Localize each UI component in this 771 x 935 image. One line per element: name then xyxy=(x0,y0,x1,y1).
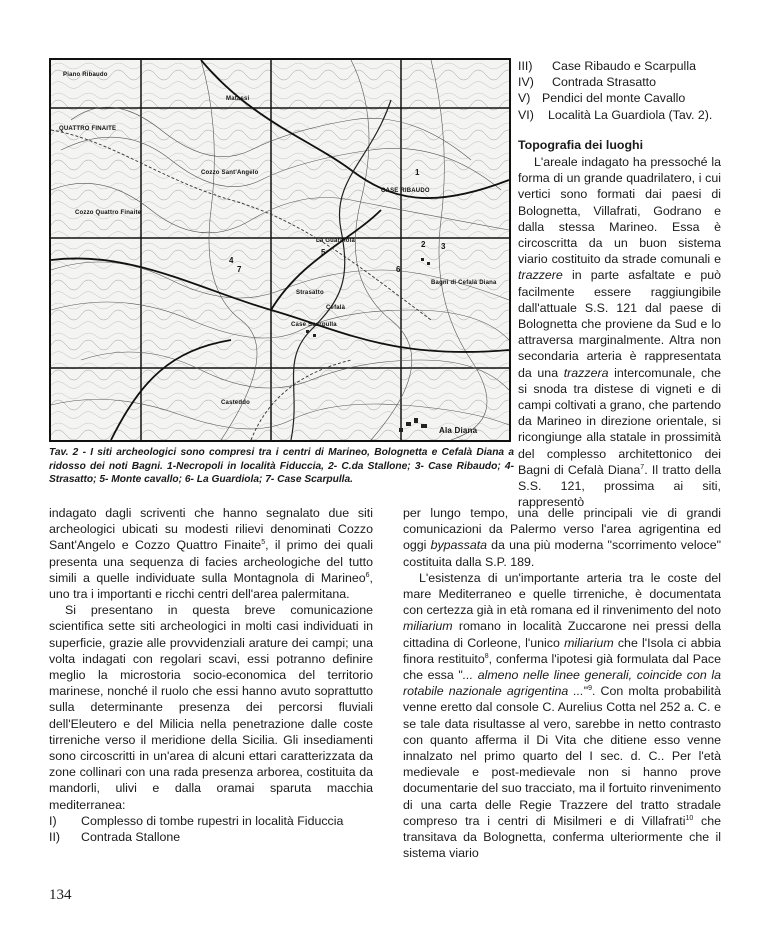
list-item: V) Pendici del monte Cavallo xyxy=(518,91,686,106)
map-label: Casteddo xyxy=(221,400,250,406)
map-label: QUATTRO FINAITE xyxy=(59,126,117,132)
site-marker: 2 xyxy=(421,240,426,249)
paragraph: indagato dagli scriventi che hanno segnalato due siti archeologici ubicati su modesti rilievi denominati Cozzo Sant'Angelo e Cozzo Quattro Finaite$^5$, il primo dei quali presenta una sequenza di facies archeologiche del tutto simili a quelle individuate sulla Montagnola di Marineo$^6$, uno tra i importanti e ricchi centri dell'area palermitana. xyxy=(49,506,373,602)
site-marker: 7 xyxy=(237,265,242,274)
site-marker: 6 xyxy=(396,265,401,274)
map-label: Cozzo Sant'Angelo xyxy=(201,170,259,176)
page-number: 134 xyxy=(49,887,72,903)
paragraph: per lungo tempo, una delle principali vie di grandi comunicazioni da Palermo verso l'area agrigentina ed oggi bypassata da una più moderna "scorrimento veloce" costituita dalla S.P. 189. xyxy=(403,506,722,569)
map-label: Piano Ribaudo xyxy=(63,72,108,78)
list-item: I) Complesso di tombe rupestri in località Fiduccia xyxy=(49,813,344,828)
map-label: Bagni di Cefalà Diana xyxy=(431,280,497,286)
map-label: La Guardiola xyxy=(316,238,356,244)
right-column-text xyxy=(518,154,721,510)
site-marker: 4 xyxy=(229,256,234,265)
map-label: Case Scarpulla xyxy=(291,322,337,328)
list-item: II) Contrada Stallone xyxy=(49,830,181,845)
list-item: VI) Località La Guardiola (Tav. 2). xyxy=(518,107,713,122)
list-item: IV) Contrada Strasatto xyxy=(518,75,657,90)
topographic-map xyxy=(49,58,511,442)
paragraph: L'esistenza di un'importante arteria tra le coste del mare Mediterraneo e quelle tirreniche, è documentata con certezza già in età romana ed il rinvenimento del noto miliarium romano in località Zuccarone nei pressi della cittadina di Corleone, l'unico miliarium che l'Isola ci abbia finora restituito$^8$, conferma l'ipotesi già formulata dal Pace che essa "... almeno nelle linee generali, coincide con la rotabile nazionale agrigentina ..."$^9$. Con molta probabilità venne eretto dal console C. Aurelius Cotta nel 252 a. C. e se tale data risultasse al vero, sarebbe in netto contrasto con quanto afferma il Di Vita che ditiene esso venne innalzato nel primo quarto del I sec. d. C.. Per l'età medievale e post-medievale non si hanno prove documentarie del suo tracciato, ma il fortuito rinvenimento di una carta delle Regie Trazzere del tratto stradale compreso tra i centri di Misilmeri e di Villafrati$^{10}$ che transitava da Bolognetta, conferma ulteriormente che il sistema viario xyxy=(403,570,721,861)
paragraph: Si presentano in questa breve comunicazione scientifica sette siti archeologici in molti casi individuati in superficie, grazie alle provvidenziali arature dei campi; una volta indagati con regolari scavi, essi potranno definire meglio la microstoria socio-economica del territorio marinese, nonché il ruolo che essi hanno avuto soprattutto sulla determinante presenza dei percorsi fluviali dell'Eleutero e del Milicia nella penetrazione dalle coste tirreniche verso il meridione della Sicilia. Gli insediamenti sono circoscritti in un'area di alcuni ettari caratterizzata da zone collinari con una rada presenza arborea, costituita da mandorli, ulivi e dalla oramai sparuta macchia mediterranea: xyxy=(49,603,373,812)
site-marker: 5 xyxy=(321,248,326,257)
map-label: Matassi xyxy=(226,96,250,102)
list-item: III) Case Ribaudo e Scarpulla xyxy=(518,59,696,73)
site-list-continued xyxy=(518,58,712,123)
left-column-text xyxy=(49,505,373,845)
site-marker: 3 xyxy=(441,242,446,251)
paragraph: L'areale indagato ha pressoché la forma di un grande quadrilatero, i cui vertici sono formati dai paesi di Bolognetta, Villafrati, Godrano e dalla stessa Marineo. Essa è circoscritta da un buon sistema viario costituito da strade comunali e trazzere in parte asfaltate e può facilmente essere raggiungibile dall'attuale S.S. 121 dal paese di Bolognetta che proviene da Sud e lo attraversa marginalmente. Altra non secondaria arteria è rappresentata da una trazzera intercomunale, che si snoda tra distese di vigneti e di campi coltivati a grano, che partendo da Marineo in direzione orientale, si ricongiunge alla statale in prossimità del complesso architettonico dei Bagni di Cefalà Diana$^7$. Il tratto della S.S. 121, prossima ai siti, rappresentò xyxy=(518,155,721,510)
map-caption: Tav. 2 - I siti archeologici sono compresi tra i centri di Marineo, Bolognetta e Cefalà Diana a ridosso dei noti Bagni. 1-Necropoli in località Fiduccia, 2- C.da Stallone; 3- Case Ribaudo; 4- Strasatto; 5- Monte cavallo; 6- La Guardiola; 7- Case Scarpulla. xyxy=(49,447,514,485)
map-label: Ala Diana xyxy=(439,426,478,435)
map-label: Cefalà xyxy=(326,305,346,311)
bottom-right-text xyxy=(403,505,721,861)
map-label: Cozzo Quattro Finaite xyxy=(75,210,142,216)
map-label: CASE RIBAUDO xyxy=(381,188,430,194)
map-label: Strasatto xyxy=(296,290,324,296)
site-marker: 1 xyxy=(415,168,420,177)
section-heading: Topografia dei luoghi xyxy=(518,138,644,152)
